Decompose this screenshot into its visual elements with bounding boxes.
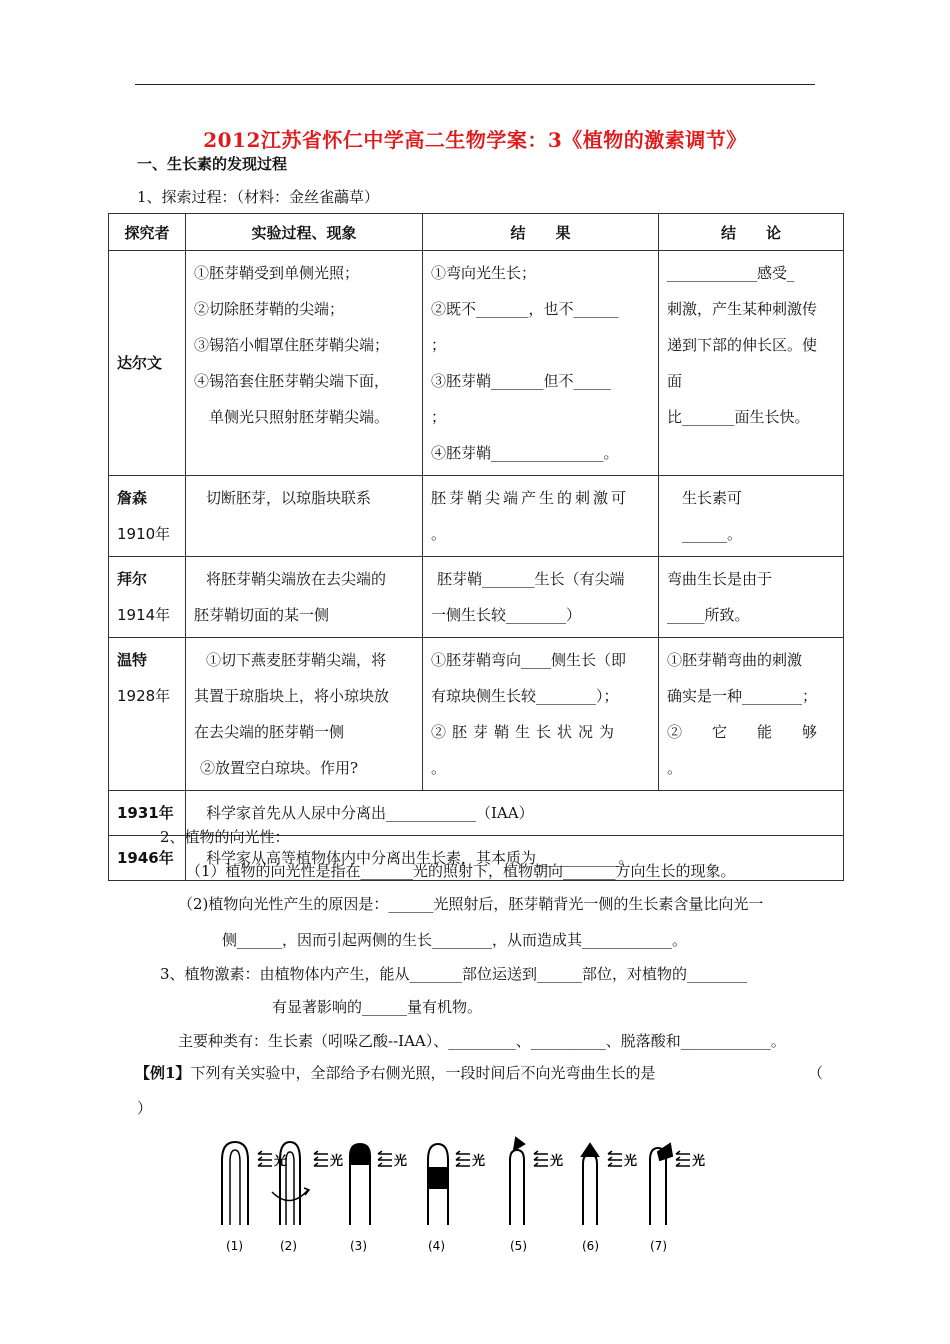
conclusion-line: 确实是一种________； xyxy=(667,687,818,705)
item-3-line3: 主要种类有：生长素（吲哚乙酸--IAA）、_________、__________、脱落酸和____________。 xyxy=(178,1032,786,1050)
result-line: ①胚芽鞘弯向____侧生长（即 xyxy=(431,651,627,669)
finding-text: 科学家从高等植物体内中分离出生长素，其本质为___________。 xyxy=(206,849,634,867)
result-line: ； xyxy=(431,336,447,354)
conclusion-line: 。 xyxy=(667,759,683,777)
figure-label: (2) xyxy=(280,1239,297,1253)
table-row xyxy=(109,638,844,791)
researcher-name: 詹森 xyxy=(117,489,148,507)
process-line: ①切下燕麦胚芽鞘尖端，将 xyxy=(206,651,387,669)
item-2-2-line1: （2)植物向光性产生的原因是：______光照射后，胚芽鞘背光一侧的生长素含量比向光一 xyxy=(178,895,764,913)
conclusion-line: 生长素可 xyxy=(667,489,743,507)
process-cell xyxy=(186,638,423,791)
researcher-cell xyxy=(109,557,186,638)
section-heading: 一、生长素的发现过程 xyxy=(137,155,288,173)
coleoptile-1 xyxy=(222,1142,248,1225)
conclusion-line: _____所致。 xyxy=(667,606,750,624)
conclusion-line: ______。 xyxy=(667,525,743,543)
conclusion-cell xyxy=(659,557,844,638)
conclusion-line: ①胚芽鞘弯曲的刺激 xyxy=(667,651,803,669)
result-line: ； xyxy=(431,408,447,426)
conclusion-line: ____________感受_ xyxy=(667,264,795,282)
light-label: 光 xyxy=(550,1154,564,1169)
researcher-name: 拜尔 xyxy=(117,570,148,588)
item-3-line1: 3、植物激素：由植物体内产生，能从_______部位运送到______部位，对植物的________ xyxy=(160,965,748,983)
researcher-year: 1910年 xyxy=(117,525,171,543)
light-label: 光 xyxy=(624,1154,638,1169)
conclusion-line: 刺激，产生某种刺激传 xyxy=(667,300,818,318)
result-cell xyxy=(423,557,659,638)
process-line: 切断胚芽，以琼脂块联系 xyxy=(206,489,372,507)
process-cell xyxy=(186,251,423,476)
experiment-figure xyxy=(210,1130,740,1260)
header-process: 实验过程、现象 xyxy=(186,214,423,251)
figure-label: (4) xyxy=(428,1239,445,1253)
light-label: 光 xyxy=(692,1154,706,1169)
conclusion-cell xyxy=(659,476,844,557)
process-line: ②放置空白琼块。作用? xyxy=(200,759,359,777)
example-question xyxy=(135,1062,655,1083)
header-conclusion: 结 论 xyxy=(659,214,844,251)
process-line: 在去尖端的胚芽鞘一侧 xyxy=(194,723,345,741)
conclusion-line: ② 它 能 够 xyxy=(667,723,818,741)
table-row xyxy=(109,476,844,557)
header-researcher: 探究者 xyxy=(109,214,186,251)
answer-paren-close: ） xyxy=(137,1099,153,1117)
researcher-year: 1914年 xyxy=(117,606,171,624)
result-line: ②既不_______，也不______ xyxy=(431,300,619,318)
conclusion-line: 弯曲生长是由于 xyxy=(667,570,773,588)
table-header-row xyxy=(109,214,844,251)
finding-text: 科学家首先从人尿中分离出____________（IAA） xyxy=(206,804,534,822)
header-result: 结 果 xyxy=(423,214,659,251)
header-rule xyxy=(135,84,815,85)
coleoptile-6 xyxy=(582,1144,598,1225)
item-2-heading: 2、植物的向光性： xyxy=(160,828,290,846)
item-3-line2: 有显著影响的______量有机物。 xyxy=(272,998,483,1016)
table-row xyxy=(109,251,844,476)
result-cell xyxy=(423,251,659,476)
process-line: 单侧光只照射胚芽鞘尖端。 xyxy=(194,408,390,426)
researcher-cell xyxy=(109,251,186,476)
item-2-1: （1）植物的向光性是指在_______光的照射下，植物朝向_______方向生长的现象。 xyxy=(186,862,736,880)
figure-label: (7) xyxy=(650,1239,667,1253)
table-row xyxy=(109,557,844,638)
light-label: 光 xyxy=(394,1154,408,1169)
result-line: 胚芽鞘尖端产生的刺激可 xyxy=(431,489,630,507)
result-line: 。 xyxy=(431,759,447,777)
figure-label: (3) xyxy=(350,1239,367,1253)
example-text: 下列有关实验中，全部给予右侧光照，一段时间后不向光弯曲生长的是 xyxy=(190,1064,656,1082)
result-line: ④胚芽鞘_______________。 xyxy=(431,444,619,462)
coleoptile-3 xyxy=(350,1144,370,1225)
discovery-table xyxy=(108,213,844,881)
researcher-name: 达尔文 xyxy=(117,354,163,372)
process-cell xyxy=(186,476,423,557)
figure-label: (1) xyxy=(226,1239,243,1253)
researcher-name: 温特 xyxy=(117,651,148,669)
example-tag: 【例1】 xyxy=(135,1064,191,1082)
result-line: 一侧生长较________） xyxy=(431,606,582,624)
light-label: 光 xyxy=(274,1154,288,1169)
result-line: 胚芽鞘_______生长（有尖端 xyxy=(437,570,625,588)
process-line: ③锡箔小帽罩住胚芽鞘尖端； xyxy=(194,336,390,354)
result-line: 。 xyxy=(431,525,447,543)
conclusion-line: 比_______面生长快。 xyxy=(667,408,810,426)
process-line: ①胚芽鞘受到单侧光照； xyxy=(194,264,360,282)
process-line: 将胚芽鞘尖端放在去尖端的 xyxy=(206,570,387,588)
conclusion-line: 面 xyxy=(667,372,683,390)
coleoptile-4 xyxy=(428,1144,448,1225)
process-line: 胚芽鞘切面的某一侧 xyxy=(194,606,330,624)
figure-label: (5) xyxy=(510,1239,527,1253)
process-line: ④锡箔套住胚芽鞘尖端下面， xyxy=(194,372,390,390)
item-2-2-line2: 侧______，因而引起两侧的生长________，从而造成其____________。 xyxy=(222,931,688,949)
conclusion-cell xyxy=(659,251,844,476)
result-line: ②胚芽鞘生长状况为 xyxy=(431,723,621,741)
coleoptile-7 xyxy=(650,1144,672,1225)
figure-label: (6) xyxy=(582,1239,599,1253)
process-cell xyxy=(186,557,423,638)
conclusion-line: 递到下部的伸长区。使 xyxy=(667,336,818,354)
coleoptile-5 xyxy=(510,1138,524,1225)
result-line: ③胚芽鞘_______但不_____ xyxy=(431,372,612,390)
researcher-year: 1946年 xyxy=(117,849,174,867)
process-line: ②切除胚芽鞘的尖端； xyxy=(194,300,345,318)
researcher-cell xyxy=(109,638,186,791)
light-label: 光 xyxy=(472,1154,486,1169)
page-title: 2012江苏省怀仁中学高二生物学案：3《植物的激素调节》 xyxy=(203,128,747,152)
result-cell xyxy=(423,476,659,557)
researcher-cell xyxy=(109,476,186,557)
light-label: 光 xyxy=(330,1154,344,1169)
process-line: 其置于琼脂块上，将小琼块放 xyxy=(194,687,390,705)
result-line: ①弯向光生长； xyxy=(431,264,537,282)
answer-paren-open: （ xyxy=(808,1064,824,1082)
result-cell xyxy=(423,638,659,791)
researcher-year: 1928年 xyxy=(117,687,171,705)
item-1-heading: 1、探索过程：（材料：金丝雀虉草） xyxy=(137,188,380,206)
result-line: 有琼块侧生长较________）； xyxy=(431,687,619,705)
researcher-year: 1931年 xyxy=(117,804,174,822)
conclusion-cell xyxy=(659,638,844,791)
